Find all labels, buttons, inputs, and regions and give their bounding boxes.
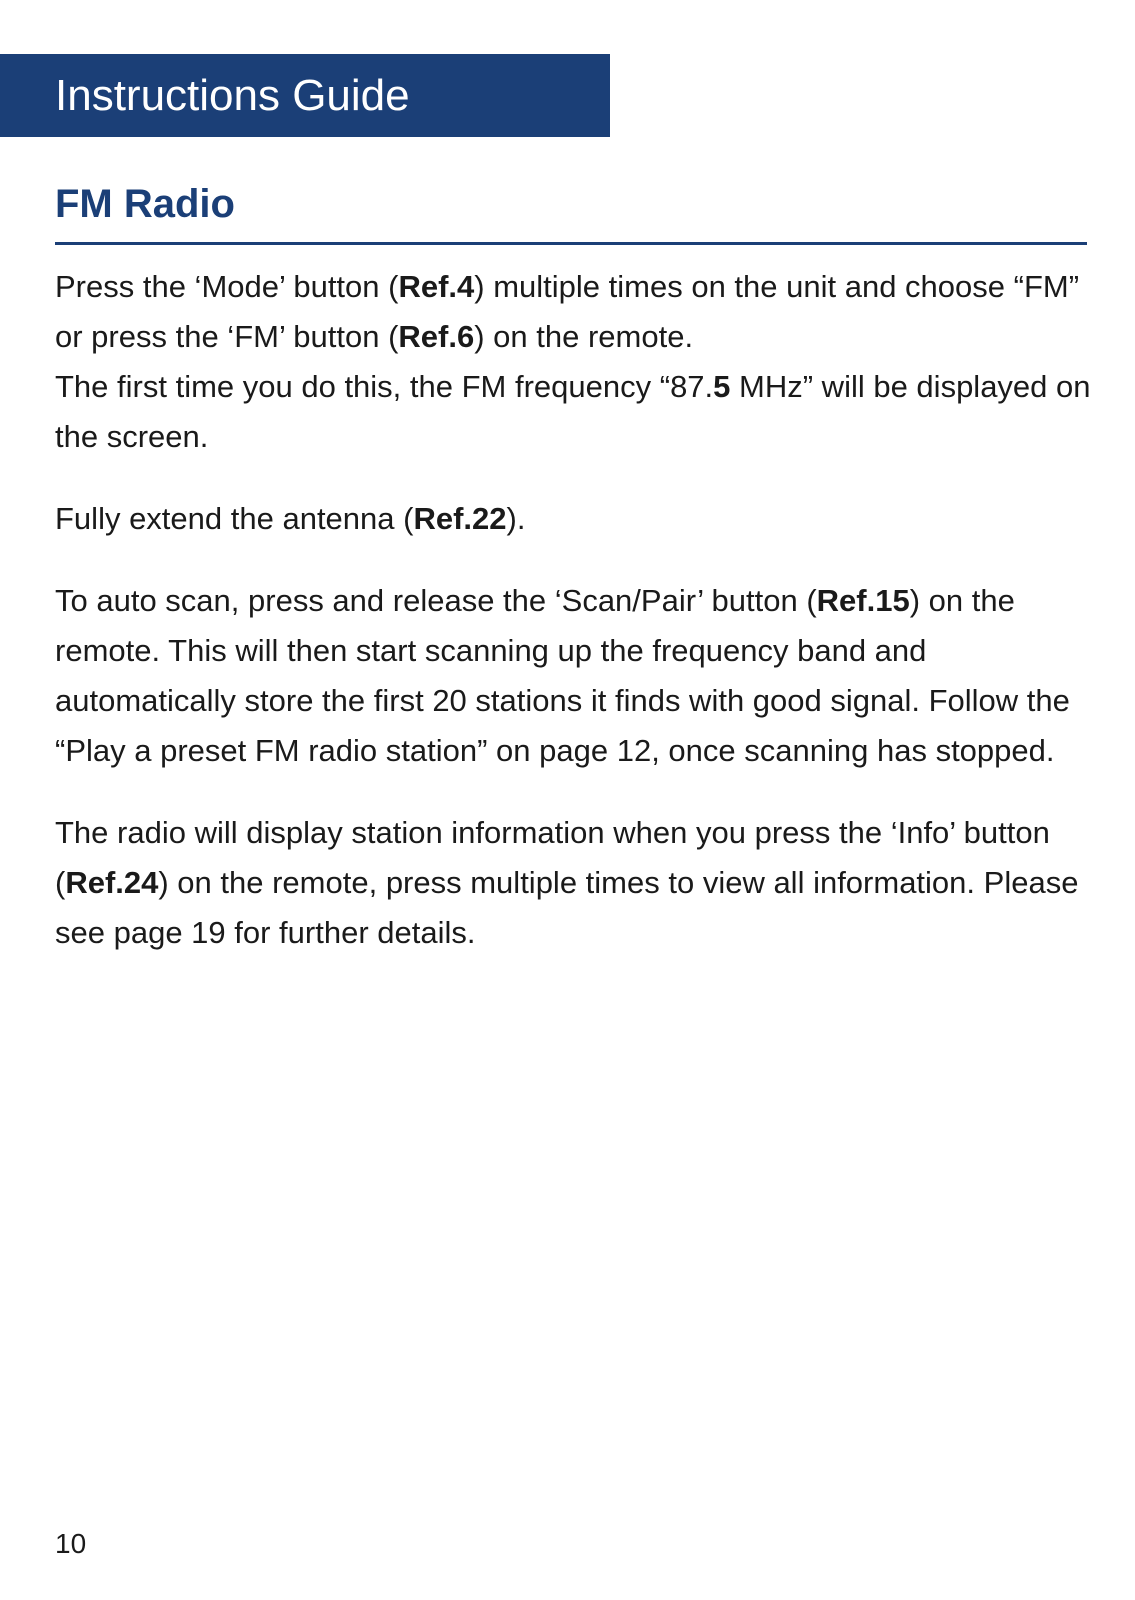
body-content (55, 262, 1095, 990)
reference-label: Ref.22 (413, 501, 507, 536)
paragraph-text: MHz” will be displayed on the screen. (55, 369, 1091, 454)
page-header-title: Instructions Guide (55, 71, 410, 120)
paragraph-text: ) on the remote. This will then start scanning up the frequency band and automatically store the first 20 stations it finds with good signal. Follow the “Play a preset FM radio station” on page 12, once scanning has stopped. (55, 583, 1070, 768)
body-paragraph (55, 262, 1095, 462)
reference-label: Ref.15 (816, 583, 910, 618)
paragraph-text: ). (506, 501, 526, 536)
body-paragraph (55, 494, 1095, 544)
body-paragraph (55, 808, 1095, 958)
paragraph-text: The first time you do this, the FM frequency “87. (55, 369, 714, 404)
reference-label: Ref.4 (398, 269, 475, 304)
paragraph-text: The radio will display station information when you press the ‘Info’ button ( (55, 815, 1050, 900)
paragraph-text: To auto scan, press and release the ‘Scan/Pair’ button ( (55, 583, 817, 618)
paragraph-text: Press the ‘Mode’ button ( (55, 269, 399, 304)
reference-label: Ref.24 (65, 865, 159, 900)
section-divider (55, 242, 1087, 245)
section-title: FM Radio (55, 182, 235, 226)
body-paragraph (55, 576, 1095, 776)
paragraph-text: ) on the remote. (474, 319, 694, 354)
reference-label: 5 (713, 369, 731, 404)
reference-label: Ref.6 (398, 319, 475, 354)
page-number: 10 (55, 1528, 87, 1559)
paragraph-text: ) multiple times on the unit and choose “FM” or press the ‘FM’ button ( (55, 269, 1080, 354)
header-banner (0, 54, 610, 137)
paragraph-text: Fully extend the antenna ( (55, 501, 414, 536)
paragraph-text: ) on the remote, press multiple times to view all information. Please see page 19 for further details. (55, 865, 1079, 950)
